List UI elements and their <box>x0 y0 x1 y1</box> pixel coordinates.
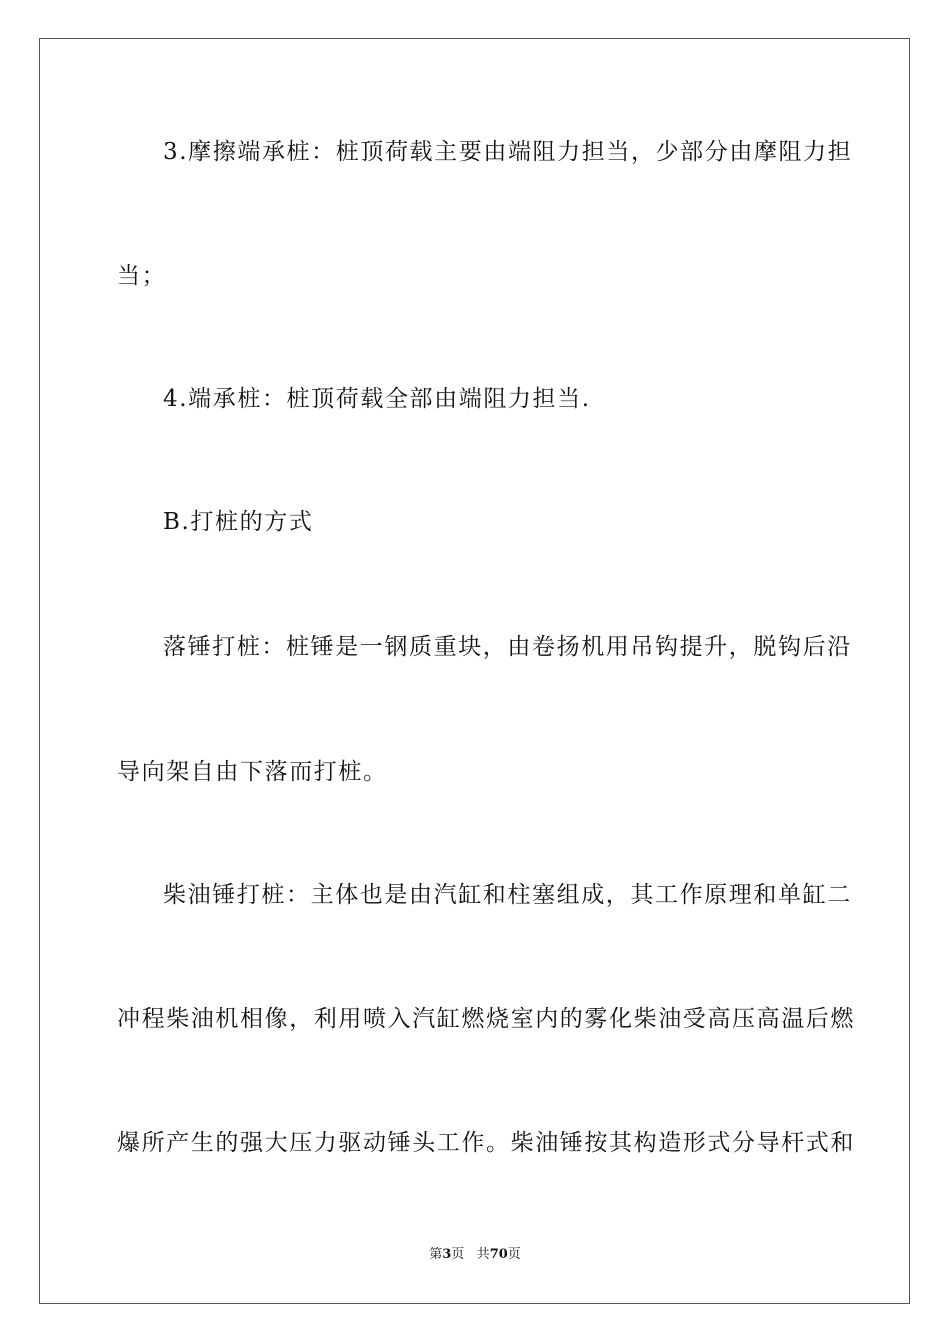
page-footer <box>0 1246 950 1264</box>
page-prefix: 第 <box>429 1247 443 1262</box>
total-prefix: 共 <box>476 1247 490 1262</box>
total-suffix: 页 <box>507 1247 521 1262</box>
total-pages: 70 <box>489 1247 508 1262</box>
paragraph-line-8: 冲程柴油机相像，利用喷入汽缸燃烧室内的雾化柴油受高压高温后燃 <box>117 1006 855 1032</box>
paragraph-line-1: 3.摩擦端承桩：桩顶荷载主要由端阻力担当，少部分由摩阻力担 <box>163 139 853 165</box>
paragraph-line-6: 导向架自由下落而打桩。 <box>117 759 388 785</box>
paragraph-line-9: 爆所产生的强大压力驱动锤头工作。柴油锤按其构造形式分导杆式和 <box>117 1130 855 1156</box>
page-suffix: 页 <box>451 1247 465 1262</box>
paragraph-line-3: 4.端承桩：桩顶荷载全部由端阻力担当. <box>163 386 591 412</box>
page-number: 3 <box>442 1247 452 1262</box>
section-heading: B.打桩的方式 <box>163 509 314 535</box>
paragraph-line-2: 当； <box>117 263 167 289</box>
page-border <box>39 38 910 1304</box>
paragraph-line-5: 落锤打桩：桩锤是一钢质重块，由卷扬机用吊钩提升，脱钩后沿 <box>163 634 852 660</box>
paragraph-line-7: 柴油锤打桩：主体也是由汽缸和柱塞组成，其工作原理和单缸二 <box>163 882 852 908</box>
